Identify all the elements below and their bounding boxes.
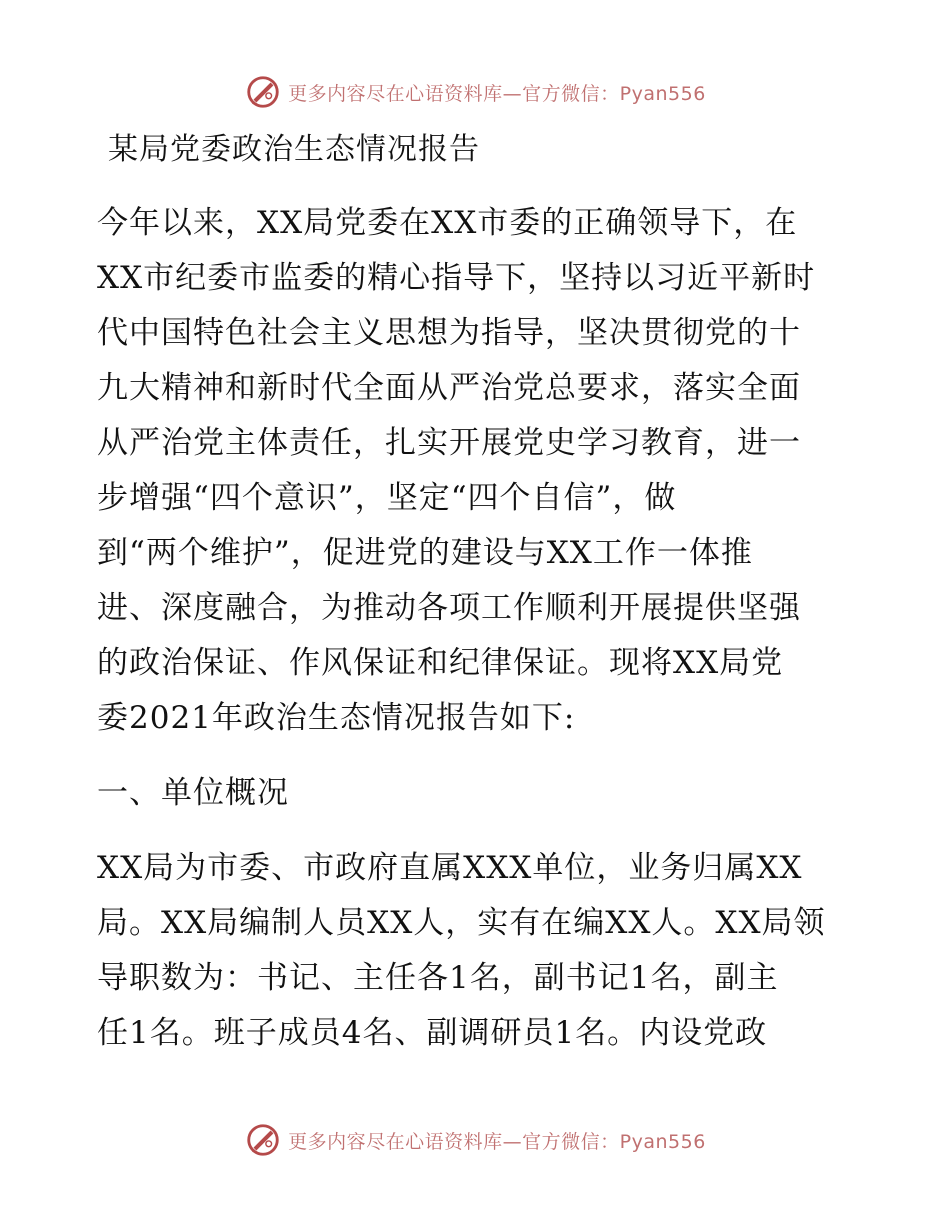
paragraph-line: 今年以来，XX局党委在XX市委的正确领导下，在 [97, 205, 798, 241]
paragraph-line: 委2021年政治生态情况报告如下: [97, 700, 576, 736]
paragraph-line: XX局为市委、市政府直属XXX单位，业务归属XX [97, 850, 803, 886]
paragraph-line: 进、深度融合，为推动各项工作顺利开展提供坚强 [97, 590, 801, 626]
watermark-text: 更多内容尽在心语资料库—官方微信：Pyan556 [288, 1130, 706, 1153]
paragraph-line: 局。XX局编制人员XX人，实有在编XX人。XX局领 [97, 905, 826, 941]
watermark-text: 更多内容尽在心语资料库—官方微信：Pyan556 [288, 82, 706, 105]
footer-watermark [0, 1118, 950, 1162]
paragraph-line: 到“两个维护”，促进党的建设与XX工作一体推 [97, 535, 753, 571]
paragraph-line: 从严治党主体责任，扎实开展党史学习教育，进一 [97, 425, 801, 461]
document-title: 某局党委政治生态情况报告 [108, 132, 480, 167]
paragraph-line: 的政治保证、作风保证和纪律保证。现将XX局党 [97, 645, 784, 681]
paragraph-line: 任1名。班子成员4名、副调研员1名。内设党政 [97, 1015, 768, 1051]
paragraph-line: XX市纪委市监委的精心指导下，坚持以习近平新时 [97, 260, 816, 296]
paragraph-line: 九大精神和新时代全面从严治党总要求，落实全面 [97, 370, 801, 406]
paragraph-line: 导职数为：书记、主任各1名，副书记1名，副主 [97, 960, 779, 996]
header-watermark [0, 70, 950, 114]
paragraph-line: 代中国特色社会主义思想为指导，坚决贯彻党的十 [97, 315, 801, 351]
pen-logo-icon [244, 1121, 282, 1159]
pen-logo-icon [244, 73, 282, 111]
section-heading: 一、单位概况 [97, 775, 289, 811]
paragraph-line: 步增强“四个意识”，坚定“四个自信”，做 [97, 480, 677, 516]
